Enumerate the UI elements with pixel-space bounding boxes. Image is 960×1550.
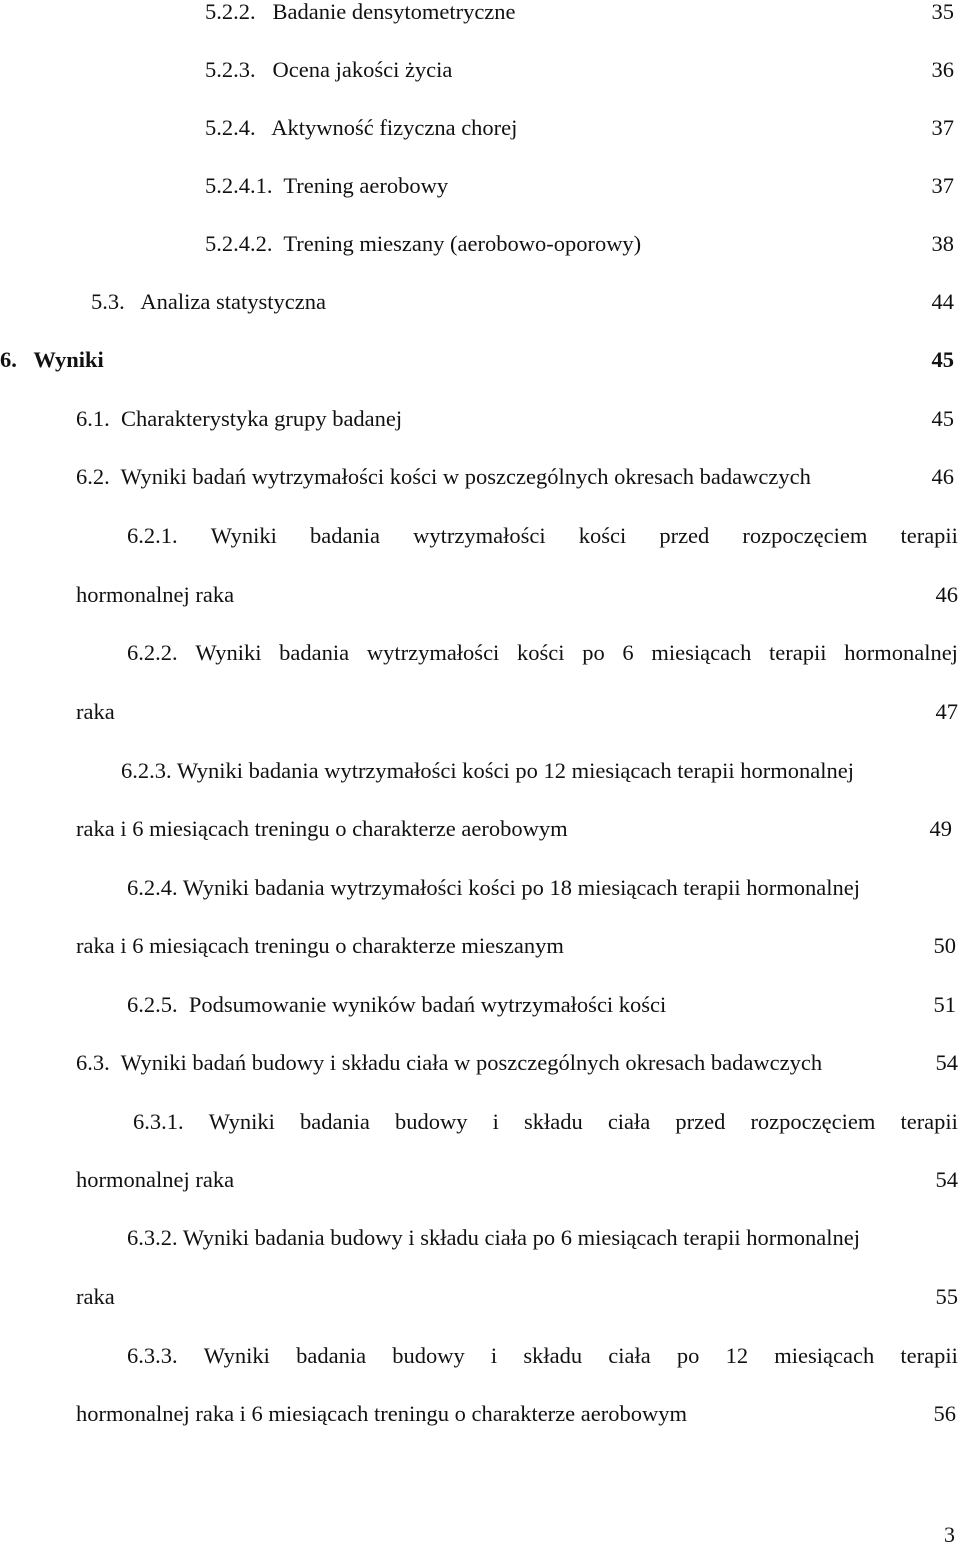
toc-word: badania [279, 640, 350, 665]
toc-word: Wyniki [208, 1109, 275, 1134]
toc-continuation-6-3-3: hormonalnej raka i 6 miesiącach treningu o charakterze aerobowym [76, 1401, 687, 1426]
toc-entry-5-2-3[interactable] [205, 55, 452, 85]
toc-page-6: 45 [931, 347, 954, 372]
toc-word: terapii [900, 1343, 958, 1368]
toc-title: Charakterystyka grupy badanej [121, 406, 403, 431]
toc-number: 5.2.4. [205, 115, 256, 140]
toc-entry-6[interactable] [0, 345, 104, 375]
toc-page-6-3-3: 56 [933, 1401, 956, 1426]
toc-number: 5.3. [91, 289, 125, 314]
page-number: 3 [944, 1522, 955, 1547]
toc-word: i [490, 1343, 498, 1368]
toc-entry-6-2-5[interactable] [127, 990, 666, 1020]
toc-number: 6.2.5. [127, 992, 178, 1017]
toc-word: wytrzymałości [413, 523, 546, 548]
toc-word: Wyniki [195, 640, 262, 665]
toc-page-6-2-4: 50 [933, 933, 956, 958]
toc-entry-6-3-3[interactable] [127, 1341, 958, 1371]
toc-entry-6-2-4[interactable] [127, 873, 860, 903]
toc-word: miesiącach [774, 1343, 875, 1368]
toc-page-5-2-4-2: 38 [931, 231, 954, 256]
toc-entry-5-2-4[interactable] [205, 113, 517, 143]
toc-title: Wyniki badania wytrzymałości kości po 18 miesiącach terapii hormonalnej [182, 875, 861, 900]
toc-page-5-3: 44 [931, 289, 954, 314]
toc-title: Wyniki badań wytrzymałości kości w poszczególnych okresach badawczych [120, 464, 811, 489]
toc-title: Trening aerobowy [283, 173, 449, 198]
toc-title: Podsumowanie wyników badań wytrzymałości kości [188, 992, 667, 1017]
toc-continuation-6-2-2: raka [76, 699, 115, 724]
toc-continuation-6-2-1: hormonalnej raka [76, 582, 235, 607]
toc-word: kości [578, 523, 627, 548]
toc-entry-6-1[interactable] [76, 404, 402, 434]
toc-number: 6.1. [76, 406, 110, 431]
toc-page-6-3-2: 55 [935, 1284, 958, 1309]
toc-entry-6-2-3[interactable] [121, 756, 854, 786]
toc-word: budowy [395, 1109, 468, 1134]
toc-page-5-2-3: 36 [931, 57, 954, 82]
toc-page-6-2-1: 46 [935, 582, 958, 607]
toc-entry-6-3-2[interactable] [127, 1223, 860, 1253]
toc-word: terapii [900, 523, 958, 548]
toc-number: 6.2.2. [127, 640, 178, 665]
toc-number: 6.3. [76, 1050, 110, 1075]
toc-continuation-6-2-3: raka i 6 miesiącach treningu o charakterze aerobowym [76, 816, 568, 841]
toc-entry-5-3[interactable] [91, 287, 326, 317]
toc-title: Ocena jakości życia [272, 57, 453, 82]
toc-page-6-3: 54 [935, 1050, 958, 1075]
toc-continuation-6-2-4: raka i 6 miesiącach treningu o charakterze mieszanym [76, 933, 564, 958]
toc-title: Aktywność fizyczna chorej [271, 115, 518, 140]
toc-word: hormonalnej [844, 640, 958, 665]
toc-entry-6-2-1[interactable] [127, 521, 958, 551]
toc-number: 6.2.4. [127, 875, 178, 900]
toc-page-6-3-1: 54 [935, 1167, 958, 1192]
toc-word: terapii [900, 1109, 958, 1134]
toc-number: 6.3.1. [133, 1109, 184, 1134]
toc-word: budowy [392, 1343, 465, 1368]
toc-page-5-2-2: 35 [931, 0, 954, 24]
toc-word: 12 [725, 1343, 749, 1368]
toc-page-6-2-5: 51 [933, 992, 956, 1017]
toc-page-6-2: 46 [931, 464, 954, 489]
toc-word: rozpoczęciem [742, 523, 868, 548]
toc-entry-5-2-2[interactable] [205, 0, 516, 27]
toc-word: badania [310, 523, 380, 548]
toc-title: Trening mieszany (aerobowo-oporowy) [283, 231, 642, 256]
toc-word: rozpoczęciem [750, 1109, 876, 1134]
toc-word: 6 [622, 640, 634, 665]
toc-page-6-1: 45 [931, 406, 954, 431]
toc-page-5-2-4-1: 37 [931, 173, 954, 198]
toc-word: wytrzymałości [366, 640, 500, 665]
toc-continuation-6-3-2: raka [76, 1284, 115, 1309]
toc-entry-6-3-1[interactable] [133, 1107, 958, 1137]
toc-title: Analiza statystyczna [140, 289, 326, 314]
toc-page-5-2-4: 37 [931, 115, 954, 140]
toc-number: 6.2.1. [127, 523, 178, 548]
toc-entry-6-2[interactable] [76, 462, 811, 492]
toc-word: składu [523, 1343, 583, 1368]
toc-number: 5.2.4.2. [205, 231, 273, 256]
toc-entry-5-2-4-2[interactable] [205, 229, 641, 259]
toc-word: badania [296, 1343, 367, 1368]
toc-number: 6.3.3. [127, 1343, 178, 1368]
toc-number: 6. [0, 347, 17, 372]
toc-entry-6-3[interactable] [76, 1048, 822, 1078]
toc-word: po [582, 640, 605, 665]
toc-word: badania [299, 1109, 370, 1134]
toc-word: po [676, 1343, 700, 1368]
toc-number: 6.2.3. [121, 758, 172, 783]
toc-title: Wyniki badań budowy i składu ciała w poszczególnych okresach badawczych [120, 1050, 823, 1075]
toc-word: ciała [608, 1343, 651, 1368]
toc-page-6-2-2: 47 [935, 699, 958, 724]
toc-entry-5-2-4-1[interactable] [205, 171, 448, 201]
toc-entry-6-2-2[interactable] [127, 638, 958, 668]
toc-number: 5.2.3. [205, 57, 256, 82]
toc-word: miesiącach [651, 640, 752, 665]
toc-title: Wyniki badania budowy i składu ciała po 6 miesiącach terapii hormonalnej [182, 1225, 861, 1250]
toc-word: kości [517, 640, 565, 665]
toc-word: przed [675, 1109, 726, 1134]
toc-title: Wyniki [33, 347, 104, 372]
toc-word: terapii [769, 640, 827, 665]
toc-number: 6.2. [76, 464, 110, 489]
toc-page-6-2-3: 49 [929, 816, 952, 841]
toc-continuation-6-3-1: hormonalnej raka [76, 1167, 235, 1192]
toc-word: Wyniki [210, 523, 277, 548]
toc-word: składu [523, 1109, 583, 1134]
toc-number: 5.2.2. [205, 0, 256, 24]
toc-title: Badanie densytometryczne [272, 0, 516, 24]
toc-number: 6.3.2. [127, 1225, 178, 1250]
toc-word: i [492, 1109, 499, 1134]
toc-number: 5.2.4.1. [205, 173, 273, 198]
toc-word: Wyniki [203, 1343, 270, 1368]
toc-word: ciała [607, 1109, 651, 1134]
toc-word: przed [659, 523, 710, 548]
toc-title: Wyniki badania wytrzymałości kości po 12 miesiącach terapii hormonalnej [176, 758, 855, 783]
